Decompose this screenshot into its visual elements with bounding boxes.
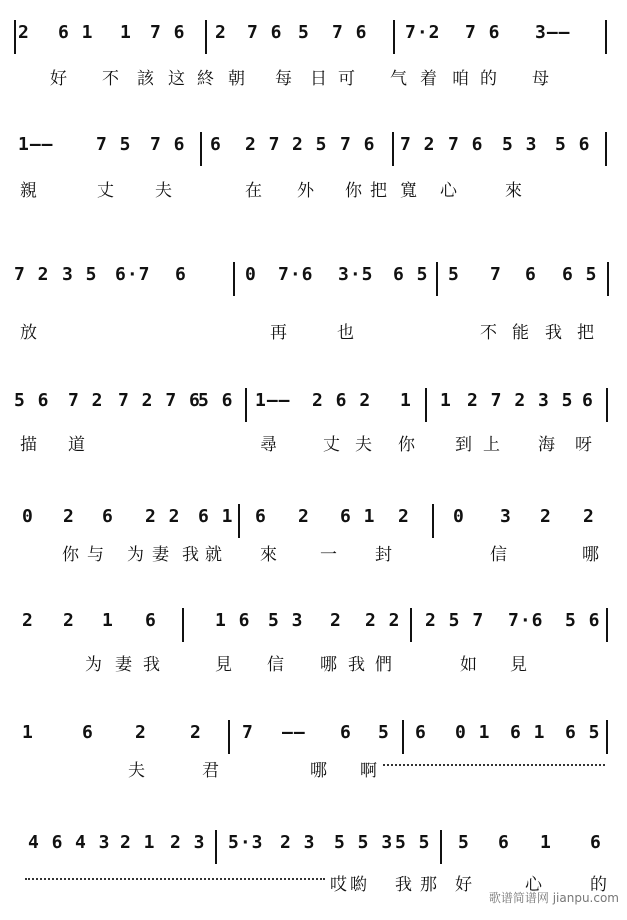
notes-line bbox=[0, 380, 627, 420]
lyric: 見 bbox=[510, 655, 527, 675]
lyric: 夫 bbox=[128, 761, 145, 781]
lyric: 喲 bbox=[350, 875, 367, 895]
lyrics-line bbox=[0, 318, 627, 348]
lyric: 信 bbox=[490, 545, 507, 565]
lyric: 好 bbox=[50, 69, 67, 89]
note: 2 bbox=[583, 506, 595, 527]
lyric: 信 bbox=[267, 655, 284, 675]
lyric: 我 bbox=[545, 323, 562, 343]
lyric: 母 bbox=[532, 69, 549, 89]
lyric: 这 bbox=[168, 69, 185, 89]
lyric: 如 bbox=[460, 655, 477, 675]
note: 0 bbox=[453, 506, 465, 527]
note: 5 6 bbox=[14, 390, 50, 411]
lyric: 气 bbox=[390, 69, 407, 89]
note: 5 6 bbox=[565, 610, 601, 631]
note: 1 bbox=[440, 390, 452, 411]
note: 6 5 bbox=[565, 722, 601, 743]
lyric: 咱 bbox=[452, 69, 469, 89]
lyric: 心 bbox=[525, 875, 542, 895]
notes-line bbox=[0, 124, 627, 164]
note: 5·3 bbox=[228, 832, 264, 853]
lyric: 的 bbox=[590, 875, 607, 895]
lyric: 日 bbox=[310, 69, 327, 89]
lyric: 不 bbox=[480, 323, 497, 343]
lyric: 哪 bbox=[320, 655, 337, 675]
note: 1—— bbox=[18, 134, 54, 155]
lyric: 每 bbox=[275, 69, 292, 89]
note: 7 2 bbox=[68, 390, 104, 411]
lyric: 妻 bbox=[115, 655, 132, 675]
note: 5 6 bbox=[198, 390, 234, 411]
notes-line bbox=[0, 600, 627, 640]
notes-line bbox=[0, 254, 627, 294]
note: 7 bbox=[490, 264, 502, 285]
note: 7 6 bbox=[247, 22, 283, 43]
score-row bbox=[0, 586, 627, 696]
score-row bbox=[0, 366, 627, 476]
lyric: 为 bbox=[85, 655, 102, 675]
score-row bbox=[0, 12, 627, 122]
note: 7 2 7 6 bbox=[118, 390, 201, 411]
note: 7 6 bbox=[150, 22, 186, 43]
lyric: 哎 bbox=[330, 875, 347, 895]
note: 2 bbox=[63, 506, 75, 527]
note: 7 bbox=[242, 722, 254, 743]
lyric: 哪 bbox=[310, 761, 327, 781]
lyric: 把 bbox=[370, 181, 387, 201]
note: 2 5 bbox=[292, 134, 328, 155]
note: 7 6 bbox=[465, 22, 501, 43]
lyric: 为 bbox=[127, 545, 144, 565]
lyric: 夫 bbox=[155, 181, 172, 201]
lyric: 你 bbox=[398, 435, 415, 455]
note: 6 5 bbox=[562, 264, 598, 285]
note: 6 5 bbox=[393, 264, 429, 285]
note: 0 bbox=[22, 506, 34, 527]
note: 6·7 bbox=[115, 264, 151, 285]
note: 1 bbox=[120, 22, 132, 43]
score-row bbox=[0, 124, 627, 234]
lyric: 描 bbox=[20, 435, 37, 455]
lyric: 心 bbox=[440, 181, 457, 201]
lyric: 的 bbox=[480, 69, 497, 89]
note: 6 bbox=[82, 722, 94, 743]
note: 2 6 2 bbox=[312, 390, 372, 411]
note: 2 7 bbox=[245, 134, 281, 155]
note: 5 bbox=[458, 832, 470, 853]
note: 5 6 bbox=[555, 134, 591, 155]
lyrics-line bbox=[0, 540, 627, 570]
lyrics-line bbox=[0, 756, 627, 786]
note: 1 bbox=[540, 832, 552, 853]
lyrics-line bbox=[0, 430, 627, 460]
note: 6 bbox=[175, 264, 187, 285]
note: 2 bbox=[190, 722, 202, 743]
watermark: 歌谱简谱网 jianpu.com bbox=[488, 891, 619, 905]
note: 6 bbox=[145, 610, 157, 631]
lyrics-line bbox=[0, 650, 627, 680]
lyric: 封 bbox=[375, 545, 392, 565]
note: 5 bbox=[298, 22, 310, 43]
note: 1 bbox=[400, 390, 412, 411]
note: 2 3 bbox=[280, 832, 316, 853]
lyric: 就 bbox=[205, 545, 222, 565]
lyric: 那 bbox=[420, 875, 437, 895]
lyric: 終 bbox=[197, 69, 214, 89]
lyric: 上 bbox=[483, 435, 500, 455]
lyric: 我 bbox=[182, 545, 199, 565]
lyric: 可 bbox=[338, 69, 355, 89]
lyrics-line bbox=[0, 64, 627, 94]
lyric: 夫 bbox=[355, 435, 372, 455]
note: 7 2 bbox=[400, 134, 436, 155]
lyric: 把 bbox=[577, 323, 594, 343]
lyric: 外 bbox=[297, 181, 314, 201]
notes-line bbox=[0, 712, 627, 752]
lyric: 在 bbox=[245, 181, 262, 201]
lyric: 着 bbox=[420, 69, 437, 89]
note: 7 2 bbox=[14, 264, 50, 285]
lyric: 不 bbox=[102, 69, 119, 89]
note: 6 1 bbox=[510, 722, 546, 743]
note: 2 1 bbox=[120, 832, 156, 853]
note: 6 1 bbox=[58, 22, 94, 43]
note: 1 6 bbox=[215, 610, 251, 631]
note: 7 6 bbox=[150, 134, 186, 155]
notes-line bbox=[0, 496, 627, 536]
note: 2 2 bbox=[365, 610, 401, 631]
note: 5 bbox=[378, 722, 390, 743]
lyric: 君 bbox=[202, 761, 219, 781]
note: 3 5 bbox=[538, 390, 574, 411]
lyric: 哪 bbox=[582, 545, 599, 565]
lyric: 啊 bbox=[360, 761, 377, 781]
note: 2 bbox=[540, 506, 552, 527]
note: 2 bbox=[18, 22, 30, 43]
lyric: 你 bbox=[62, 545, 79, 565]
lyrics-line bbox=[0, 176, 627, 206]
note: 6 bbox=[340, 722, 352, 743]
note: 2 bbox=[135, 722, 147, 743]
lyric: 你 bbox=[345, 181, 362, 201]
note: 7 6 bbox=[448, 134, 484, 155]
note: 2 3 bbox=[170, 832, 206, 853]
note: 4 3 bbox=[75, 832, 111, 853]
lyric: 道 bbox=[68, 435, 85, 455]
note: 4 6 bbox=[28, 832, 64, 853]
lyric: 親 bbox=[20, 181, 37, 201]
note: 6 bbox=[590, 832, 602, 853]
lyric: 一 bbox=[320, 545, 337, 565]
notes-line bbox=[0, 822, 627, 862]
lyric: 呀 bbox=[575, 435, 592, 455]
note: 7·2 bbox=[405, 22, 441, 43]
lyric: 我 bbox=[395, 875, 412, 895]
lyric: 到 bbox=[455, 435, 472, 455]
note: 6 bbox=[525, 264, 537, 285]
note: 7 6 bbox=[340, 134, 376, 155]
lyric: 好 bbox=[455, 875, 472, 895]
note: 1 bbox=[102, 610, 114, 631]
note: 2 bbox=[215, 22, 227, 43]
note: 0 1 bbox=[455, 722, 491, 743]
note: 7 6 bbox=[332, 22, 368, 43]
note: 6 bbox=[102, 506, 114, 527]
lyric: 朝 bbox=[228, 69, 245, 89]
note: 6 bbox=[498, 832, 510, 853]
lyric: 寬 bbox=[400, 181, 417, 201]
lyric: 海 bbox=[538, 435, 555, 455]
note: 3·5 bbox=[338, 264, 374, 285]
lyric: 丈 bbox=[323, 435, 340, 455]
note: 1—— bbox=[255, 390, 291, 411]
score-row bbox=[0, 236, 627, 346]
lyric: 該 bbox=[137, 69, 154, 89]
note: 0 bbox=[245, 264, 257, 285]
note: 5 5 3 bbox=[334, 832, 394, 853]
lyric: 也 bbox=[337, 323, 354, 343]
lyric: 再 bbox=[270, 323, 287, 343]
lyric: 見 bbox=[215, 655, 232, 675]
note: 7·6 bbox=[508, 610, 544, 631]
notes-line bbox=[0, 12, 627, 52]
note: 2 7 2 bbox=[467, 390, 527, 411]
lyric: 放 bbox=[20, 323, 37, 343]
lyric: 來 bbox=[260, 545, 277, 565]
note: 2 bbox=[22, 610, 34, 631]
note: 5 3 bbox=[502, 134, 538, 155]
note: 2 bbox=[330, 610, 342, 631]
lyric: 与 bbox=[87, 545, 104, 565]
note: 2 bbox=[63, 610, 75, 631]
note: 1 bbox=[22, 722, 34, 743]
note: 7 5 bbox=[96, 134, 132, 155]
score-row bbox=[0, 478, 627, 588]
note: 7·6 bbox=[278, 264, 314, 285]
lyric: 我 bbox=[348, 655, 365, 675]
lyric: 來 bbox=[505, 181, 522, 201]
note: 3—— bbox=[535, 22, 571, 43]
note: 2 bbox=[298, 506, 310, 527]
continuation-dots bbox=[383, 764, 605, 768]
note: 3 bbox=[500, 506, 512, 527]
note: 5 3 bbox=[268, 610, 304, 631]
lyric: 尋 bbox=[260, 435, 277, 455]
note: 6 bbox=[210, 134, 222, 155]
note: 6 1 bbox=[340, 506, 376, 527]
note: 2 2 bbox=[145, 506, 181, 527]
note: 6 bbox=[582, 390, 594, 411]
note: 6 1 bbox=[198, 506, 234, 527]
note: 6 bbox=[255, 506, 267, 527]
lyric: 們 bbox=[375, 655, 392, 675]
note: 2 bbox=[398, 506, 410, 527]
note: 5 bbox=[448, 264, 460, 285]
note: 3 5 bbox=[62, 264, 98, 285]
score-row bbox=[0, 700, 627, 810]
note: —— bbox=[282, 722, 306, 743]
lyric: 妻 bbox=[152, 545, 169, 565]
lyric: 丈 bbox=[97, 181, 114, 201]
note: 2 5 7 bbox=[425, 610, 485, 631]
note: 5 5 bbox=[395, 832, 431, 853]
lyric: 能 bbox=[512, 323, 529, 343]
note: 6 bbox=[415, 722, 427, 743]
lyric: 我 bbox=[143, 655, 160, 675]
